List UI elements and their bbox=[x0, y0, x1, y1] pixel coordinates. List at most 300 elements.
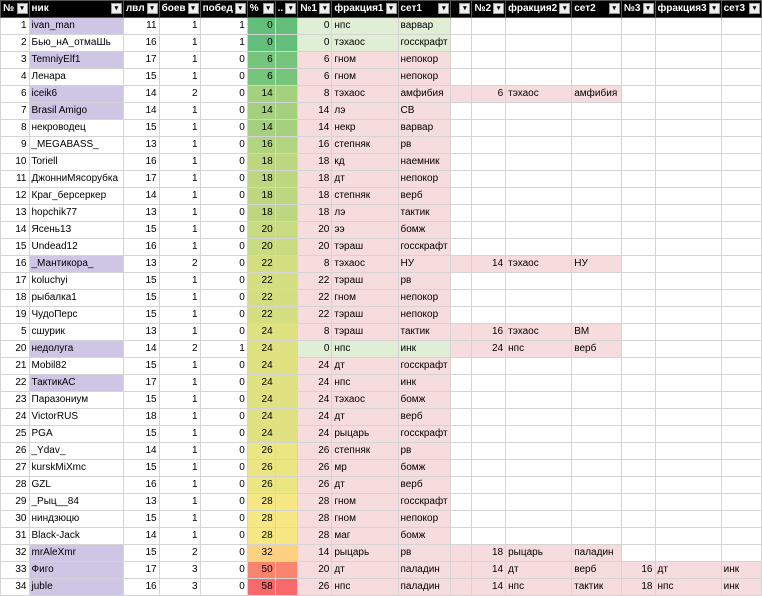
cell-fights[interactable]: 1 bbox=[159, 18, 200, 35]
cell-set1[interactable]: госскрафт bbox=[398, 239, 451, 256]
cell-fights[interactable]: 1 bbox=[159, 307, 200, 324]
cell-nick[interactable]: koluchyi bbox=[29, 273, 123, 290]
cell-faction1[interactable]: тэхаос bbox=[332, 35, 398, 52]
cell-n2[interactable] bbox=[472, 171, 506, 188]
cell-percent[interactable]: 22 bbox=[247, 273, 275, 290]
cell-nick[interactable]: Ленара bbox=[29, 69, 123, 86]
cell-faction2[interactable] bbox=[506, 239, 572, 256]
cell-set3[interactable] bbox=[721, 137, 761, 154]
cell-wins[interactable]: 0 bbox=[200, 545, 247, 562]
cell-nick[interactable]: GZL bbox=[29, 477, 123, 494]
cell-extra[interactable] bbox=[275, 477, 298, 494]
cell-number[interactable]: 6 bbox=[1, 86, 30, 103]
cell-blank[interactable] bbox=[451, 358, 472, 375]
cell-faction2[interactable] bbox=[506, 222, 572, 239]
cell-faction1[interactable]: гном bbox=[332, 69, 398, 86]
cell-n2[interactable]: 16 bbox=[472, 324, 506, 341]
cell-n1[interactable]: 22 bbox=[298, 273, 332, 290]
cell-faction1[interactable]: дт bbox=[332, 562, 398, 579]
cell-extra[interactable] bbox=[275, 324, 298, 341]
cell-n3[interactable] bbox=[621, 426, 655, 443]
cell-set2[interactable] bbox=[572, 477, 622, 494]
cell-wins[interactable]: 0 bbox=[200, 52, 247, 69]
filter-dropdown-icon[interactable]: ▾ bbox=[749, 3, 760, 14]
cell-blank[interactable] bbox=[451, 392, 472, 409]
cell-faction2[interactable] bbox=[506, 494, 572, 511]
cell-blank[interactable] bbox=[451, 205, 472, 222]
cell-set2[interactable] bbox=[572, 205, 622, 222]
cell-level[interactable]: 13 bbox=[123, 205, 159, 222]
cell-faction3[interactable] bbox=[655, 273, 721, 290]
cell-level[interactable]: 17 bbox=[123, 375, 159, 392]
cell-wins[interactable]: 0 bbox=[200, 120, 247, 137]
cell-set3[interactable] bbox=[721, 18, 761, 35]
cell-fights[interactable]: 1 bbox=[159, 460, 200, 477]
cell-level[interactable]: 16 bbox=[123, 239, 159, 256]
cell-wins[interactable]: 0 bbox=[200, 171, 247, 188]
cell-set3[interactable] bbox=[721, 120, 761, 137]
cell-level[interactable]: 14 bbox=[123, 341, 159, 358]
cell-nick[interactable]: ДжонниМясорубка bbox=[29, 171, 123, 188]
cell-number[interactable]: 12 bbox=[1, 188, 30, 205]
cell-faction1[interactable]: рыцарь bbox=[332, 545, 398, 562]
cell-percent[interactable]: 6 bbox=[247, 52, 275, 69]
cell-faction3[interactable] bbox=[655, 35, 721, 52]
cell-set2[interactable] bbox=[572, 375, 622, 392]
cell-n2[interactable] bbox=[472, 69, 506, 86]
cell-set2[interactable] bbox=[572, 307, 622, 324]
filter-dropdown-icon[interactable]: ▾ bbox=[609, 3, 620, 14]
cell-faction1[interactable]: тэхаос bbox=[332, 86, 398, 103]
cell-fights[interactable]: 1 bbox=[159, 103, 200, 120]
cell-number[interactable]: 23 bbox=[1, 392, 30, 409]
cell-wins[interactable]: 0 bbox=[200, 256, 247, 273]
cell-faction1[interactable]: степняк bbox=[332, 188, 398, 205]
cell-nick[interactable]: Фиго bbox=[29, 562, 123, 579]
cell-set1[interactable]: СВ bbox=[398, 103, 451, 120]
cell-extra[interactable] bbox=[275, 443, 298, 460]
cell-set2[interactable] bbox=[572, 103, 622, 120]
cell-wins[interactable]: 0 bbox=[200, 324, 247, 341]
cell-fights[interactable]: 1 bbox=[159, 120, 200, 137]
cell-set2[interactable] bbox=[572, 409, 622, 426]
cell-nick[interactable]: Black-Jack bbox=[29, 528, 123, 545]
cell-wins[interactable]: 0 bbox=[200, 579, 247, 596]
cell-fights[interactable]: 1 bbox=[159, 205, 200, 222]
cell-fights[interactable]: 1 bbox=[159, 35, 200, 52]
cell-fights[interactable]: 1 bbox=[159, 426, 200, 443]
cell-faction2[interactable] bbox=[506, 35, 572, 52]
cell-extra[interactable] bbox=[275, 579, 298, 596]
cell-wins[interactable]: 0 bbox=[200, 409, 247, 426]
cell-set1[interactable]: варвар bbox=[398, 18, 451, 35]
cell-wins[interactable]: 0 bbox=[200, 443, 247, 460]
cell-n3[interactable] bbox=[621, 35, 655, 52]
cell-extra[interactable] bbox=[275, 460, 298, 477]
cell-set2[interactable]: верб bbox=[572, 562, 622, 579]
cell-n2[interactable] bbox=[472, 52, 506, 69]
cell-level[interactable]: 15 bbox=[123, 290, 159, 307]
cell-faction3[interactable] bbox=[655, 307, 721, 324]
cell-set3[interactable] bbox=[721, 35, 761, 52]
cell-faction1[interactable]: лэ bbox=[332, 103, 398, 120]
cell-fights[interactable]: 1 bbox=[159, 69, 200, 86]
cell-faction2[interactable] bbox=[506, 18, 572, 35]
cell-blank[interactable] bbox=[451, 494, 472, 511]
cell-n3[interactable] bbox=[621, 18, 655, 35]
cell-faction1[interactable]: нпс bbox=[332, 341, 398, 358]
cell-extra[interactable] bbox=[275, 273, 298, 290]
cell-set2[interactable] bbox=[572, 239, 622, 256]
cell-fights[interactable]: 1 bbox=[159, 137, 200, 154]
cell-n3[interactable] bbox=[621, 273, 655, 290]
cell-level[interactable]: 14 bbox=[123, 103, 159, 120]
cell-number[interactable]: 17 bbox=[1, 273, 30, 290]
filter-dropdown-icon[interactable]: ▾ bbox=[263, 3, 274, 14]
cell-number[interactable]: 26 bbox=[1, 443, 30, 460]
cell-blank[interactable] bbox=[451, 52, 472, 69]
header-col-wins[interactable] bbox=[200, 1, 247, 18]
cell-set1[interactable]: рв bbox=[398, 273, 451, 290]
cell-n2[interactable]: 14 bbox=[472, 562, 506, 579]
cell-faction3[interactable] bbox=[655, 324, 721, 341]
cell-set2[interactable]: верб bbox=[572, 341, 622, 358]
header-col-set2[interactable] bbox=[572, 1, 622, 18]
cell-n3[interactable] bbox=[621, 443, 655, 460]
cell-extra[interactable] bbox=[275, 392, 298, 409]
cell-extra[interactable] bbox=[275, 222, 298, 239]
cell-faction3[interactable] bbox=[655, 52, 721, 69]
cell-blank[interactable] bbox=[451, 120, 472, 137]
header-col-extra[interactable] bbox=[275, 1, 298, 18]
cell-set1[interactable]: наемник bbox=[398, 154, 451, 171]
cell-level[interactable]: 15 bbox=[123, 120, 159, 137]
header-col-blank[interactable] bbox=[451, 1, 472, 18]
cell-extra[interactable] bbox=[275, 188, 298, 205]
header-col-number[interactable] bbox=[1, 1, 30, 18]
cell-number[interactable]: 18 bbox=[1, 290, 30, 307]
cell-set3[interactable]: инк bbox=[721, 579, 761, 596]
cell-blank[interactable] bbox=[451, 341, 472, 358]
cell-faction1[interactable]: тэраш bbox=[332, 324, 398, 341]
cell-fights[interactable]: 1 bbox=[159, 392, 200, 409]
cell-percent[interactable]: 14 bbox=[247, 86, 275, 103]
cell-set3[interactable] bbox=[721, 324, 761, 341]
filter-dropdown-icon[interactable]: ▾ bbox=[386, 3, 397, 14]
cell-set2[interactable]: амфибия bbox=[572, 86, 622, 103]
cell-blank[interactable] bbox=[451, 35, 472, 52]
filter-dropdown-icon[interactable]: ▾ bbox=[438, 3, 449, 14]
cell-faction2[interactable]: тэхаос bbox=[506, 256, 572, 273]
cell-n2[interactable] bbox=[472, 494, 506, 511]
cell-faction2[interactable] bbox=[506, 307, 572, 324]
cell-level[interactable]: 14 bbox=[123, 443, 159, 460]
cell-set1[interactable]: бомж bbox=[398, 528, 451, 545]
cell-faction1[interactable]: дт bbox=[332, 358, 398, 375]
cell-faction1[interactable]: тэраш bbox=[332, 273, 398, 290]
cell-set2[interactable] bbox=[572, 120, 622, 137]
cell-n2[interactable] bbox=[472, 120, 506, 137]
cell-set1[interactable]: тактик bbox=[398, 205, 451, 222]
cell-n2[interactable] bbox=[472, 409, 506, 426]
cell-percent[interactable]: 24 bbox=[247, 358, 275, 375]
cell-set3[interactable] bbox=[721, 273, 761, 290]
cell-faction2[interactable]: дт bbox=[506, 562, 572, 579]
cell-n3[interactable] bbox=[621, 341, 655, 358]
cell-number[interactable]: 16 bbox=[1, 256, 30, 273]
cell-n2[interactable] bbox=[472, 154, 506, 171]
cell-set3[interactable] bbox=[721, 477, 761, 494]
cell-level[interactable]: 14 bbox=[123, 188, 159, 205]
cell-set2[interactable] bbox=[572, 35, 622, 52]
cell-n1[interactable]: 26 bbox=[298, 443, 332, 460]
cell-faction2[interactable] bbox=[506, 392, 572, 409]
cell-n3[interactable] bbox=[621, 171, 655, 188]
cell-faction3[interactable] bbox=[655, 154, 721, 171]
cell-n2[interactable] bbox=[472, 35, 506, 52]
cell-set3[interactable] bbox=[721, 86, 761, 103]
filter-dropdown-icon[interactable]: ▾ bbox=[709, 3, 720, 14]
cell-set2[interactable]: НУ bbox=[572, 256, 622, 273]
cell-set1[interactable]: паладин bbox=[398, 562, 451, 579]
cell-percent[interactable]: 6 bbox=[247, 69, 275, 86]
cell-set2[interactable]: паладин bbox=[572, 545, 622, 562]
cell-blank[interactable] bbox=[451, 18, 472, 35]
cell-set2[interactable] bbox=[572, 528, 622, 545]
cell-percent[interactable]: 24 bbox=[247, 341, 275, 358]
cell-number[interactable]: 13 bbox=[1, 205, 30, 222]
cell-set1[interactable]: верб bbox=[398, 409, 451, 426]
cell-fights[interactable]: 2 bbox=[159, 545, 200, 562]
filter-dropdown-icon[interactable]: ▾ bbox=[459, 3, 470, 14]
cell-faction2[interactable] bbox=[506, 358, 572, 375]
cell-number[interactable]: 24 bbox=[1, 409, 30, 426]
cell-extra[interactable] bbox=[275, 154, 298, 171]
cell-wins[interactable]: 0 bbox=[200, 392, 247, 409]
cell-n3[interactable] bbox=[621, 375, 655, 392]
cell-blank[interactable] bbox=[451, 290, 472, 307]
cell-n1[interactable]: 24 bbox=[298, 409, 332, 426]
cell-n1[interactable]: 14 bbox=[298, 545, 332, 562]
cell-n2[interactable]: 24 bbox=[472, 341, 506, 358]
cell-wins[interactable]: 0 bbox=[200, 205, 247, 222]
cell-number[interactable]: 32 bbox=[1, 545, 30, 562]
cell-set3[interactable] bbox=[721, 69, 761, 86]
cell-set2[interactable] bbox=[572, 52, 622, 69]
cell-number[interactable]: 1 bbox=[1, 18, 30, 35]
cell-faction3[interactable] bbox=[655, 426, 721, 443]
cell-faction2[interactable] bbox=[506, 137, 572, 154]
cell-set2[interactable] bbox=[572, 222, 622, 239]
cell-faction3[interactable]: нпс bbox=[655, 579, 721, 596]
cell-blank[interactable] bbox=[451, 426, 472, 443]
cell-fights[interactable]: 1 bbox=[159, 375, 200, 392]
cell-set1[interactable]: НУ bbox=[398, 256, 451, 273]
cell-set3[interactable] bbox=[721, 103, 761, 120]
cell-percent[interactable]: 18 bbox=[247, 171, 275, 188]
cell-fights[interactable]: 1 bbox=[159, 409, 200, 426]
cell-percent[interactable]: 24 bbox=[247, 375, 275, 392]
cell-fights[interactable]: 1 bbox=[159, 528, 200, 545]
cell-blank[interactable] bbox=[451, 86, 472, 103]
cell-percent[interactable]: 32 bbox=[247, 545, 275, 562]
cell-faction1[interactable]: тэраш bbox=[332, 307, 398, 324]
cell-wins[interactable]: 1 bbox=[200, 35, 247, 52]
cell-number[interactable]: 25 bbox=[1, 426, 30, 443]
cell-extra[interactable] bbox=[275, 18, 298, 35]
cell-n1[interactable]: 18 bbox=[298, 205, 332, 222]
cell-n1[interactable]: 0 bbox=[298, 18, 332, 35]
cell-percent[interactable]: 20 bbox=[247, 239, 275, 256]
cell-wins[interactable]: 0 bbox=[200, 511, 247, 528]
cell-faction1[interactable]: некр bbox=[332, 120, 398, 137]
cell-n1[interactable]: 26 bbox=[298, 579, 332, 596]
cell-extra[interactable] bbox=[275, 86, 298, 103]
cell-extra[interactable] bbox=[275, 409, 298, 426]
cell-faction3[interactable] bbox=[655, 256, 721, 273]
filter-dropdown-icon[interactable]: ▾ bbox=[235, 3, 246, 14]
cell-n2[interactable] bbox=[472, 375, 506, 392]
cell-number[interactable]: 9 bbox=[1, 137, 30, 154]
cell-faction3[interactable] bbox=[655, 460, 721, 477]
cell-number[interactable]: 2 bbox=[1, 35, 30, 52]
cell-level[interactable]: 14 bbox=[123, 528, 159, 545]
cell-extra[interactable] bbox=[275, 256, 298, 273]
cell-level[interactable]: 15 bbox=[123, 69, 159, 86]
cell-n3[interactable] bbox=[621, 137, 655, 154]
cell-nick[interactable]: Краг_берсеркер bbox=[29, 188, 123, 205]
cell-percent[interactable]: 22 bbox=[247, 290, 275, 307]
cell-n3[interactable] bbox=[621, 188, 655, 205]
cell-set1[interactable]: непокор bbox=[398, 171, 451, 188]
cell-n2[interactable]: 14 bbox=[472, 579, 506, 596]
cell-n2[interactable]: 14 bbox=[472, 256, 506, 273]
cell-percent[interactable]: 22 bbox=[247, 256, 275, 273]
cell-set3[interactable] bbox=[721, 528, 761, 545]
cell-n3[interactable] bbox=[621, 307, 655, 324]
cell-n3[interactable] bbox=[621, 528, 655, 545]
cell-number[interactable]: 10 bbox=[1, 154, 30, 171]
cell-faction3[interactable] bbox=[655, 171, 721, 188]
filter-dropdown-icon[interactable]: ▾ bbox=[188, 3, 199, 14]
header-col-percent[interactable] bbox=[247, 1, 275, 18]
cell-number[interactable]: 19 bbox=[1, 307, 30, 324]
cell-faction1[interactable]: рыцарь bbox=[332, 426, 398, 443]
cell-set1[interactable]: непокор bbox=[398, 511, 451, 528]
cell-faction2[interactable]: нпс bbox=[506, 341, 572, 358]
cell-faction3[interactable] bbox=[655, 545, 721, 562]
cell-set1[interactable]: инк bbox=[398, 341, 451, 358]
cell-wins[interactable]: 0 bbox=[200, 290, 247, 307]
cell-set1[interactable]: бомж bbox=[398, 460, 451, 477]
cell-wins[interactable]: 0 bbox=[200, 426, 247, 443]
cell-extra[interactable] bbox=[275, 52, 298, 69]
cell-n1[interactable]: 8 bbox=[298, 86, 332, 103]
cell-fights[interactable]: 1 bbox=[159, 239, 200, 256]
cell-extra[interactable] bbox=[275, 358, 298, 375]
cell-nick[interactable]: ниндзюцю bbox=[29, 511, 123, 528]
cell-percent[interactable]: 22 bbox=[247, 307, 275, 324]
cell-n1[interactable]: 0 bbox=[298, 341, 332, 358]
cell-percent[interactable]: 58 bbox=[247, 579, 275, 596]
cell-set1[interactable]: рв bbox=[398, 137, 451, 154]
cell-blank[interactable] bbox=[451, 443, 472, 460]
cell-percent[interactable]: 20 bbox=[247, 222, 275, 239]
cell-level[interactable]: 17 bbox=[123, 52, 159, 69]
cell-set2[interactable] bbox=[572, 171, 622, 188]
cell-faction2[interactable] bbox=[506, 120, 572, 137]
cell-blank[interactable] bbox=[451, 460, 472, 477]
cell-set3[interactable] bbox=[721, 426, 761, 443]
cell-faction3[interactable] bbox=[655, 239, 721, 256]
cell-n1[interactable]: 6 bbox=[298, 69, 332, 86]
cell-level[interactable]: 14 bbox=[123, 86, 159, 103]
cell-number[interactable]: 11 bbox=[1, 171, 30, 188]
cell-number[interactable]: 22 bbox=[1, 375, 30, 392]
cell-blank[interactable] bbox=[451, 103, 472, 120]
cell-wins[interactable]: 0 bbox=[200, 494, 247, 511]
cell-blank[interactable] bbox=[451, 545, 472, 562]
cell-n1[interactable]: 24 bbox=[298, 358, 332, 375]
cell-faction2[interactable] bbox=[506, 273, 572, 290]
cell-n3[interactable] bbox=[621, 494, 655, 511]
cell-faction3[interactable] bbox=[655, 222, 721, 239]
cell-blank[interactable] bbox=[451, 477, 472, 494]
cell-nick[interactable]: Mobil82 bbox=[29, 358, 123, 375]
cell-number[interactable]: 30 bbox=[1, 511, 30, 528]
cell-number[interactable]: 20 bbox=[1, 341, 30, 358]
cell-faction1[interactable]: гном bbox=[332, 494, 398, 511]
cell-set2[interactable] bbox=[572, 358, 622, 375]
cell-blank[interactable] bbox=[451, 562, 472, 579]
cell-percent[interactable]: 26 bbox=[247, 460, 275, 477]
cell-faction2[interactable] bbox=[506, 426, 572, 443]
cell-wins[interactable]: 0 bbox=[200, 137, 247, 154]
cell-n1[interactable]: 24 bbox=[298, 375, 332, 392]
cell-fights[interactable]: 1 bbox=[159, 324, 200, 341]
cell-level[interactable]: 16 bbox=[123, 579, 159, 596]
cell-fights[interactable]: 2 bbox=[159, 256, 200, 273]
cell-fights[interactable]: 1 bbox=[159, 52, 200, 69]
filter-dropdown-icon[interactable]: ▾ bbox=[643, 3, 654, 14]
cell-set3[interactable] bbox=[721, 307, 761, 324]
cell-faction1[interactable]: лэ bbox=[332, 205, 398, 222]
cell-level[interactable]: 15 bbox=[123, 426, 159, 443]
cell-faction2[interactable]: тэхаос bbox=[506, 86, 572, 103]
cell-n3[interactable] bbox=[621, 460, 655, 477]
cell-n2[interactable] bbox=[472, 222, 506, 239]
cell-blank[interactable] bbox=[451, 528, 472, 545]
cell-blank[interactable] bbox=[451, 256, 472, 273]
cell-faction3[interactable] bbox=[655, 341, 721, 358]
cell-set1[interactable]: верб bbox=[398, 477, 451, 494]
cell-percent[interactable]: 16 bbox=[247, 137, 275, 154]
cell-set3[interactable] bbox=[721, 239, 761, 256]
header-col-n1[interactable] bbox=[298, 1, 332, 18]
cell-fights[interactable]: 1 bbox=[159, 477, 200, 494]
cell-set1[interactable]: бомж bbox=[398, 222, 451, 239]
cell-n3[interactable]: 16 bbox=[621, 562, 655, 579]
cell-faction1[interactable]: ээ bbox=[332, 222, 398, 239]
cell-set1[interactable]: непокор bbox=[398, 290, 451, 307]
header-col-nick[interactable] bbox=[29, 1, 123, 18]
cell-nick[interactable]: Undead12 bbox=[29, 239, 123, 256]
cell-wins[interactable]: 0 bbox=[200, 528, 247, 545]
cell-percent[interactable]: 24 bbox=[247, 426, 275, 443]
cell-faction1[interactable]: степняк bbox=[332, 443, 398, 460]
cell-set1[interactable]: непокор bbox=[398, 52, 451, 69]
cell-n1[interactable]: 20 bbox=[298, 222, 332, 239]
